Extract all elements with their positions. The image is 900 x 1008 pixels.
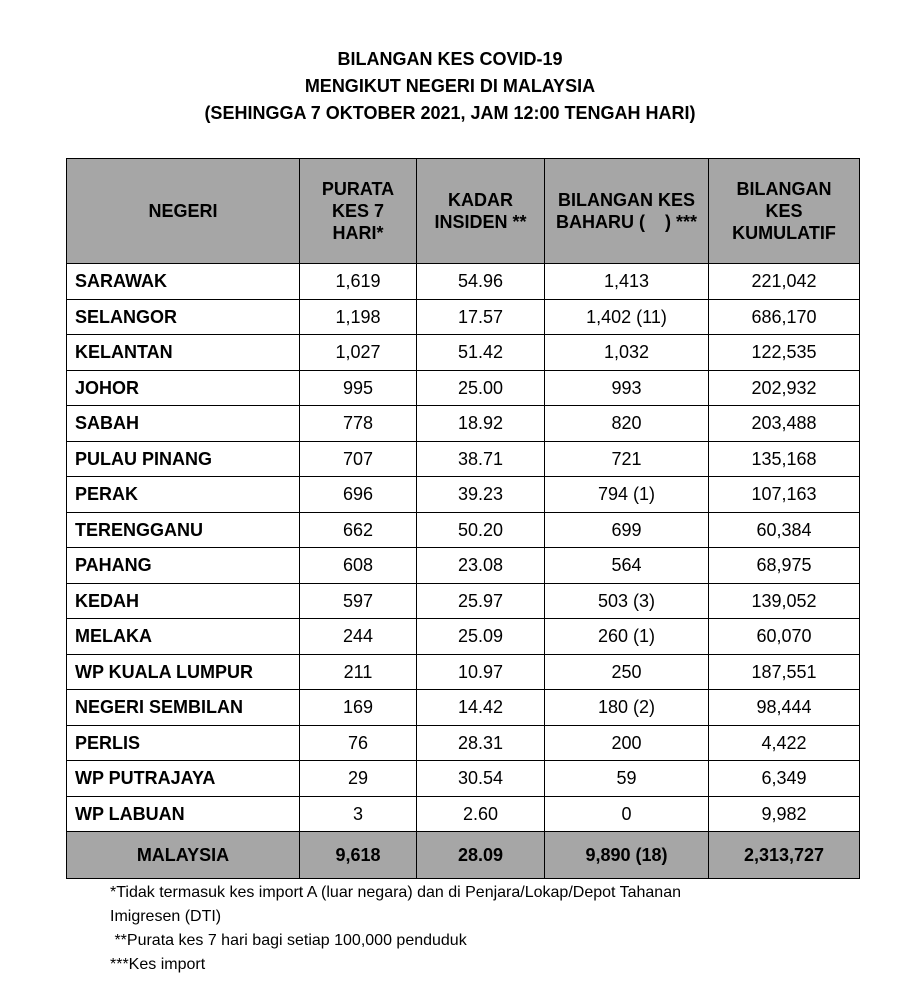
cell-state: TERENGGANU: [67, 512, 300, 548]
cell-new-cases: 200: [545, 725, 709, 761]
cell-state: PAHANG: [67, 548, 300, 584]
table-row: [67, 761, 860, 797]
table-row: [67, 583, 860, 619]
title-line-2: MENGIKUT NEGERI DI MALAYSIA: [304, 76, 596, 96]
cell-cumulative: 60,384: [709, 512, 860, 548]
cell-incidence: 14.42: [417, 690, 545, 726]
cell-incidence: 18.92: [417, 406, 545, 442]
footnote-1: *Tidak termasuk kes import A (luar negara) dan di Penjara/Lokap/Depot Tahanan: [110, 884, 681, 901]
cell-cumulative: 187,551: [709, 654, 860, 690]
cell-avg7: 608: [300, 548, 417, 584]
cell-cumulative: 6,349: [709, 761, 860, 797]
cell-incidence: 23.08: [417, 548, 545, 584]
cell-avg7: 1,619: [300, 264, 417, 300]
cell-state: PULAU PINANG: [67, 441, 300, 477]
cell-avg7: 1,027: [300, 335, 417, 371]
cell-cumulative: 135,168: [709, 441, 860, 477]
cell-new-cases: 503 (3): [545, 583, 709, 619]
table-row: [67, 441, 860, 477]
cell-incidence: 25.09: [417, 619, 545, 655]
table-row: [67, 370, 860, 406]
cell-cumulative: 9,982: [709, 796, 860, 832]
cell-state: PERLIS: [67, 725, 300, 761]
cell-state: KEDAH: [67, 583, 300, 619]
cell-incidence: 51.42: [417, 335, 545, 371]
cell-new-cases: 180 (2): [545, 690, 709, 726]
total-new-cases: 9,890 (18): [545, 832, 709, 879]
cell-incidence: 30.54: [417, 761, 545, 797]
cell-cumulative: 122,535: [709, 335, 860, 371]
total-incidence: 28.09: [417, 832, 545, 879]
cell-cumulative: 139,052: [709, 583, 860, 619]
cell-incidence: 50.20: [417, 512, 545, 548]
cell-incidence: 2.60: [417, 796, 545, 832]
header-row: [67, 159, 860, 264]
table-row: [67, 796, 860, 832]
cell-incidence: 25.00: [417, 370, 545, 406]
cell-avg7: 244: [300, 619, 417, 655]
table-row: [67, 548, 860, 584]
title-line-1: BILANGAN KES COVID-19: [337, 49, 563, 69]
table-row: [67, 477, 860, 513]
cell-new-cases: 250: [545, 654, 709, 690]
total-state: MALAYSIA: [67, 832, 300, 879]
table-row: [67, 299, 860, 335]
cell-new-cases: 699: [545, 512, 709, 548]
cell-state: WP LABUAN: [67, 796, 300, 832]
cell-incidence: 17.57: [417, 299, 545, 335]
cell-avg7: 995: [300, 370, 417, 406]
cell-avg7: 76: [300, 725, 417, 761]
cell-new-cases: 721: [545, 441, 709, 477]
total-row: [67, 832, 860, 879]
cell-incidence: 28.31: [417, 725, 545, 761]
table-row: [67, 725, 860, 761]
cell-incidence: 54.96: [417, 264, 545, 300]
cell-state: KELANTAN: [67, 335, 300, 371]
cell-new-cases: 1,032: [545, 335, 709, 371]
table-row: [67, 654, 860, 690]
cell-new-cases: 260 (1): [545, 619, 709, 655]
table-row: [67, 335, 860, 371]
header-incidence: KADAR INSIDEN **: [417, 159, 545, 264]
cell-cumulative: 4,422: [709, 725, 860, 761]
cell-new-cases: 820: [545, 406, 709, 442]
table-row: [67, 406, 860, 442]
cell-state: SELANGOR: [67, 299, 300, 335]
cell-incidence: 39.23: [417, 477, 545, 513]
cell-state: JOHOR: [67, 370, 300, 406]
header-new-cases: BILANGAN KES BAHARU ( ) ***: [545, 159, 709, 264]
table-row: [67, 619, 860, 655]
page-title: [0, 46, 900, 127]
cell-state: PERAK: [67, 477, 300, 513]
cell-incidence: 10.97: [417, 654, 545, 690]
cell-new-cases: 0: [545, 796, 709, 832]
cell-new-cases: 993: [545, 370, 709, 406]
cell-avg7: 707: [300, 441, 417, 477]
cell-avg7: 597: [300, 583, 417, 619]
table-row: [67, 690, 860, 726]
cell-avg7: 169: [300, 690, 417, 726]
cell-new-cases: 564: [545, 548, 709, 584]
total-cumulative: 2,313,727: [709, 832, 860, 879]
cell-new-cases: 1,402 (11): [545, 299, 709, 335]
footnotes: [110, 881, 681, 977]
cell-cumulative: 107,163: [709, 477, 860, 513]
cell-state: WP KUALA LUMPUR: [67, 654, 300, 690]
cell-incidence: 38.71: [417, 441, 545, 477]
cell-avg7: 1,198: [300, 299, 417, 335]
cell-cumulative: 686,170: [709, 299, 860, 335]
cell-cumulative: 60,070: [709, 619, 860, 655]
table-row: [67, 512, 860, 548]
footnote-1-continued: Imigresen (DTI): [110, 908, 222, 925]
cell-state: MELAKA: [67, 619, 300, 655]
cell-incidence: 25.97: [417, 583, 545, 619]
total-avg7: 9,618: [300, 832, 417, 879]
cell-cumulative: 221,042: [709, 264, 860, 300]
title-line-3: (SEHINGGA 7 OKTOBER 2021, JAM 12:00 TENGAH HARI): [204, 103, 696, 123]
cell-cumulative: 98,444: [709, 690, 860, 726]
cell-state: WP PUTRAJAYA: [67, 761, 300, 797]
cell-avg7: 662: [300, 512, 417, 548]
cell-new-cases: 59: [545, 761, 709, 797]
header-avg7: PURATA KES 7 HARI*: [300, 159, 417, 264]
cell-avg7: 778: [300, 406, 417, 442]
cell-state: NEGERI SEMBILAN: [67, 690, 300, 726]
cell-cumulative: 202,932: [709, 370, 860, 406]
cell-avg7: 3: [300, 796, 417, 832]
cell-avg7: 696: [300, 477, 417, 513]
footnote-3: ***Kes import: [110, 956, 206, 973]
cell-state: SARAWAK: [67, 264, 300, 300]
cell-cumulative: 203,488: [709, 406, 860, 442]
cell-new-cases: 794 (1): [545, 477, 709, 513]
header-state: NEGERI: [67, 159, 300, 264]
header-cumulative: BILANGAN KES KUMULATIF: [709, 159, 860, 264]
table-row: [67, 264, 860, 300]
cell-state: SABAH: [67, 406, 300, 442]
footnote-2: **Purata kes 7 hari bagi setiap 100,000 penduduk: [110, 932, 467, 949]
cell-avg7: 29: [300, 761, 417, 797]
covid-cases-table: [66, 158, 860, 879]
cell-new-cases: 1,413: [545, 264, 709, 300]
cell-cumulative: 68,975: [709, 548, 860, 584]
cell-avg7: 211: [300, 654, 417, 690]
